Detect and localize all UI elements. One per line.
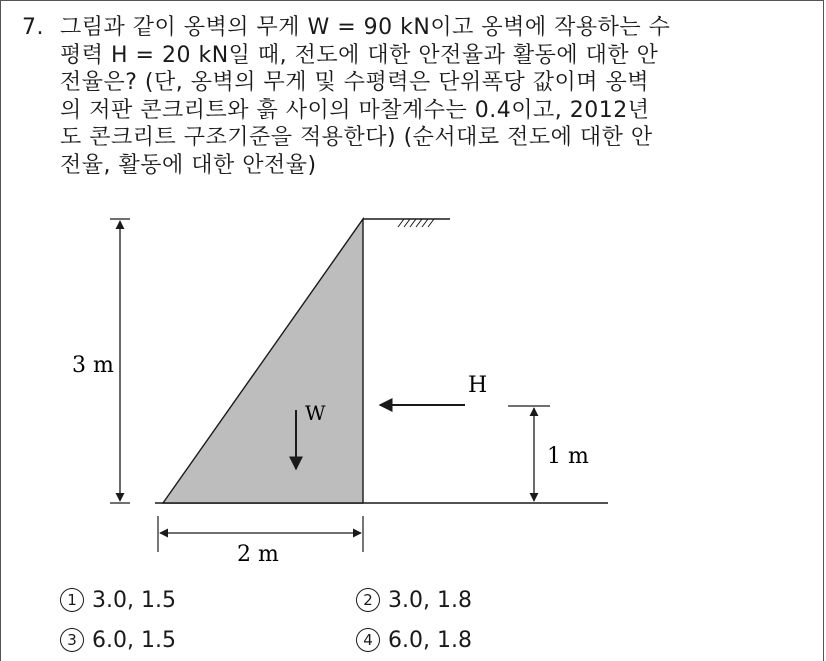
choice-marker: 4 (356, 628, 380, 652)
choice-4[interactable] (356, 628, 472, 653)
weight-label: W (305, 401, 326, 425)
question-line: 의 저판 콘크리트와 흙 사이의 마찰계수는 0.4이고, 2012년 (60, 97, 650, 123)
choice-marker: 2 (356, 588, 380, 612)
ground-hatch-icon (398, 219, 434, 227)
base-label: 2 m (237, 542, 279, 567)
choice-marker: 3 (60, 628, 84, 652)
choice-text: 3.0, 1.8 (388, 588, 472, 613)
choice-text: 6.0, 1.8 (388, 628, 472, 653)
question-number: 7. (22, 15, 44, 40)
question-line: 도 콘크리트 구조기준을 적용한다) (순서대로 전도에 대한 안 (60, 125, 653, 150)
choice-text: 3.0, 1.5 (92, 588, 176, 613)
question-line-text: 그림과 같이 옹벽의 무게 W = 90 kN이고 옹벽에 작용하는 수 (60, 15, 671, 40)
choice-marker: 1 (60, 588, 84, 612)
question-line: 평력 H = 20 kN일 때, 전도에 대한 안전율과 활동에 대한 안 (60, 42, 659, 68)
choice-text: 6.0, 1.5 (92, 628, 176, 653)
retaining-wall (163, 219, 363, 503)
height-label: 3 m (72, 353, 114, 378)
choice-2[interactable] (356, 588, 472, 613)
choice-3[interactable] (60, 628, 176, 653)
choice-1[interactable] (60, 588, 176, 613)
force-height-label: 1 m (547, 444, 589, 469)
question-line: 전율은? (단, 옹벽의 무게 및 수평력은 단위폭당 값이며 옹벽 (60, 70, 649, 95)
question-line: 전율, 활동에 대한 안전율) (60, 152, 317, 178)
force-label: H (468, 373, 488, 398)
